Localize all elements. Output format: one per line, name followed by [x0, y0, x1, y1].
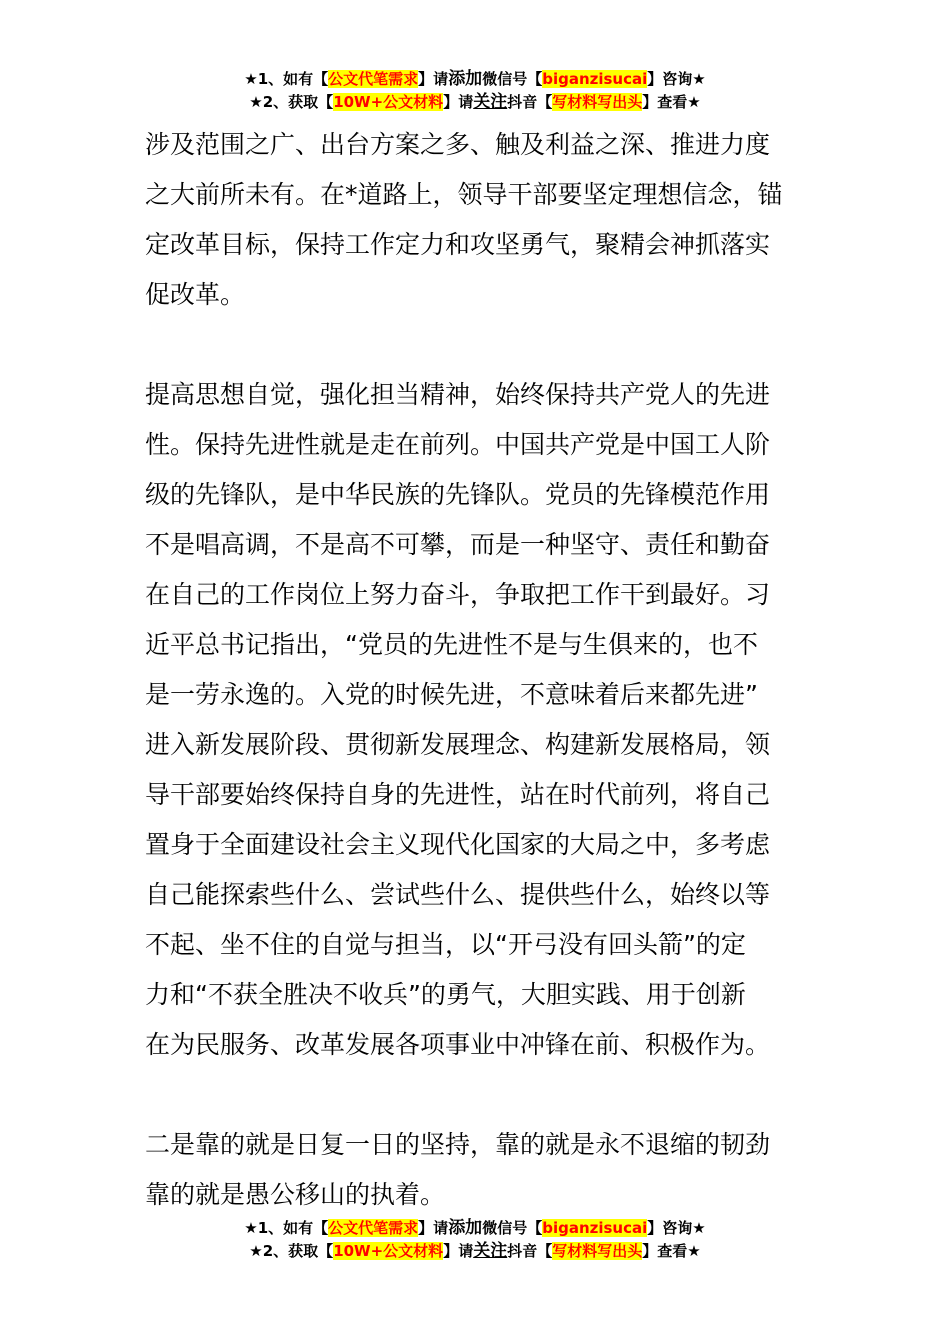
paragraph-2	[145, 370, 813, 1070]
paragraph-3	[145, 1120, 813, 1220]
banner-text: 】查看★	[642, 93, 701, 111]
text-line: 级的先锋队，是中华民族的先锋队。党员的先锋模范作用	[145, 480, 771, 509]
header-banner	[0, 68, 950, 114]
document-body	[145, 120, 813, 1220]
emphasis-follow: 关注	[473, 1241, 508, 1261]
banner-text: 】请	[418, 70, 449, 88]
highlight-service: 公文代笔需求	[328, 70, 419, 88]
banner-text: ★2、获取【	[249, 93, 334, 111]
text-line: 靠的就是愚公移山的执着。	[145, 1180, 446, 1209]
banner-text: 】请	[443, 1242, 474, 1260]
text-line: 在为民服务、改革发展各项事业中冲锋在前、积极作为。	[145, 1030, 771, 1059]
text-line: 不起、坐不住的自觉与担当，以“开弓没有回头箭”的定	[145, 930, 746, 959]
footer-banner	[0, 1217, 950, 1263]
highlight-wechat-id: biganzisucai	[542, 70, 648, 88]
highlight-materials: 10W+公文材料	[333, 93, 444, 111]
paragraph-gap	[145, 320, 813, 370]
footer-line-2	[0, 1240, 950, 1263]
text-line: 性。保持先进性就是走在前列。中国共产党是中国工人阶	[145, 430, 771, 459]
banner-text: 】咨询★	[647, 70, 706, 88]
text-line: 自己能探索些什么、尝试些什么、提供些什么，始终以等	[145, 880, 771, 909]
banner-text: 】请	[418, 1219, 449, 1237]
emphasis-follow: 关注	[473, 92, 508, 112]
banner-text: 抖音【	[507, 93, 553, 111]
banner-text: 微信号【	[482, 70, 543, 88]
text-line: 促改革。	[145, 280, 246, 309]
text-line: 置身于全面建设社会主义现代化国家的大局之中，多考虑	[145, 830, 771, 859]
banner-text: 微信号【	[482, 1219, 543, 1237]
text-line: 力和“不获全胜决不收兵”的勇气，大胆实践、用于创新	[145, 980, 746, 1009]
banner-text: 】请	[443, 93, 474, 111]
emphasis-add: 添加	[448, 1218, 483, 1238]
highlight-douyin-account: 写材料写出头	[552, 1242, 643, 1260]
text-line: 提高思想自觉，强化担当精神，始终保持共产党人的先进	[145, 380, 771, 409]
text-line: 定改革目标，保持工作定力和攻坚勇气，聚精会神抓落实	[145, 230, 771, 259]
highlight-douyin-account: 写材料写出头	[552, 93, 643, 111]
highlight-service: 公文代笔需求	[328, 1219, 419, 1237]
text-line: 进入新发展阶段、贯彻新发展理念、构建新发展格局，领	[145, 730, 771, 759]
header-line-2	[0, 91, 950, 114]
banner-text: ★1、如有【	[244, 70, 329, 88]
text-line: 涉及范围之广、出台方案之多、触及利益之深、推进力度	[145, 130, 771, 159]
text-line: 二是靠的就是日复一日的坚持，靠的就是永不退缩的韧劲	[145, 1130, 771, 1159]
banner-text: ★1、如有【	[244, 1219, 329, 1237]
text-line: 导干部要始终保持自身的先进性，站在时代前列，将自己	[145, 780, 771, 809]
text-line: 近平总书记指出，“党员的先进性不是与生俱来的，也不	[145, 630, 758, 659]
highlight-materials: 10W+公文材料	[333, 1242, 444, 1260]
header-line-1	[0, 68, 950, 91]
highlight-wechat-id: biganzisucai	[542, 1219, 648, 1237]
text-line: 是一劳永逸的。入党的时候先进，不意味着后来都先进”	[145, 680, 758, 709]
emphasis-add: 添加	[448, 69, 483, 89]
banner-text: 】查看★	[642, 1242, 701, 1260]
banner-text: 抖音【	[507, 1242, 553, 1260]
text-line: 在自己的工作岗位上努力奋斗，争取把工作干到最好。习	[145, 580, 771, 609]
banner-text: 】咨询★	[647, 1219, 706, 1237]
banner-text: ★2、获取【	[249, 1242, 334, 1260]
text-line: 之大前所未有。在*道路上，领导干部要坚定理想信念，锚	[145, 180, 783, 209]
footer-line-1	[0, 1217, 950, 1240]
text-line: 不是唱高调，不是高不可攀，而是一种坚守、责任和勤奋	[145, 530, 771, 559]
paragraph-1	[145, 120, 813, 320]
paragraph-gap	[145, 1070, 813, 1120]
